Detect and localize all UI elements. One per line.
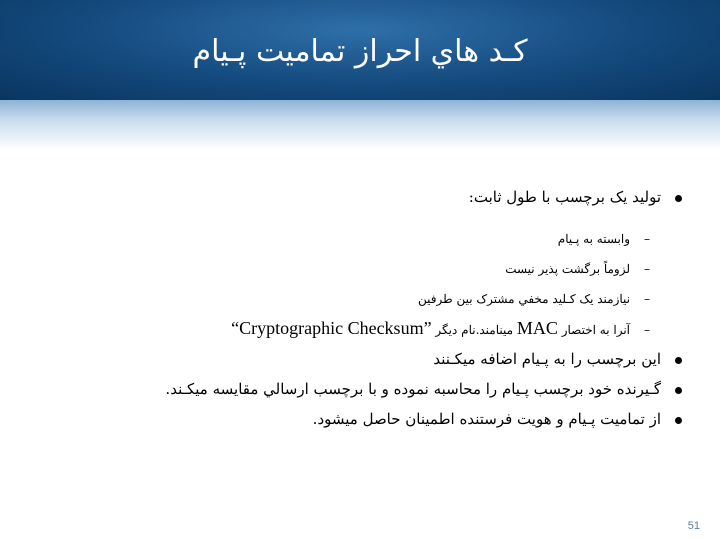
bullet-text: توليد يک برچسب با طول ثابت: [468, 188, 661, 206]
bullet-dot-icon [675, 387, 682, 394]
bullet-dot-icon [675, 195, 682, 202]
slide-title: کـد هاي احراز تماميت پـيام [192, 34, 528, 69]
sub-bullet-item [231, 318, 650, 339]
bullet-dot-icon [675, 357, 682, 364]
checksum-term: “Cryptographic Checksum” [231, 318, 432, 338]
bullet-item [469, 188, 682, 206]
bullet-text: از تماميت پـيام و هويت فرستنده اطمينان حاصل ميشود. [312, 410, 661, 428]
dash-icon: – [644, 292, 650, 306]
bullet-item [433, 350, 682, 368]
bullet-item [165, 380, 682, 398]
sub-bullet-text: لزوماً برگشت پذير نيست [505, 262, 630, 276]
sub-bullet-text: مينامند.نام ديگر [435, 323, 514, 337]
bullet-text: گـيرنده خود برچسب پـيام را محاسبه نموده و با برچسب ارسالي مقايسه ميکـند. [165, 380, 661, 398]
sub-bullet-item [418, 292, 650, 306]
sub-bullet-item [505, 262, 650, 276]
bullet-item [313, 410, 682, 428]
mac-term: MAC [516, 318, 558, 338]
dash-icon: – [644, 323, 650, 337]
sub-bullet-text: آنرا به اختصار [561, 323, 630, 337]
sub-bullet-text: وابسته به پـيام [557, 232, 630, 246]
bullet-dot-icon [675, 417, 682, 424]
dash-icon: – [644, 262, 650, 276]
sub-bullet-item [558, 232, 650, 246]
sub-bullet-text: نيازمند يک کـليد مخفي مشترک بين طرفين [418, 292, 630, 306]
dash-icon: – [644, 232, 650, 246]
bullet-text: اين برچسب را به پـيام اضافه ميکـنند [433, 350, 661, 368]
page-number: 51 [687, 520, 700, 532]
title-background [0, 0, 720, 150]
